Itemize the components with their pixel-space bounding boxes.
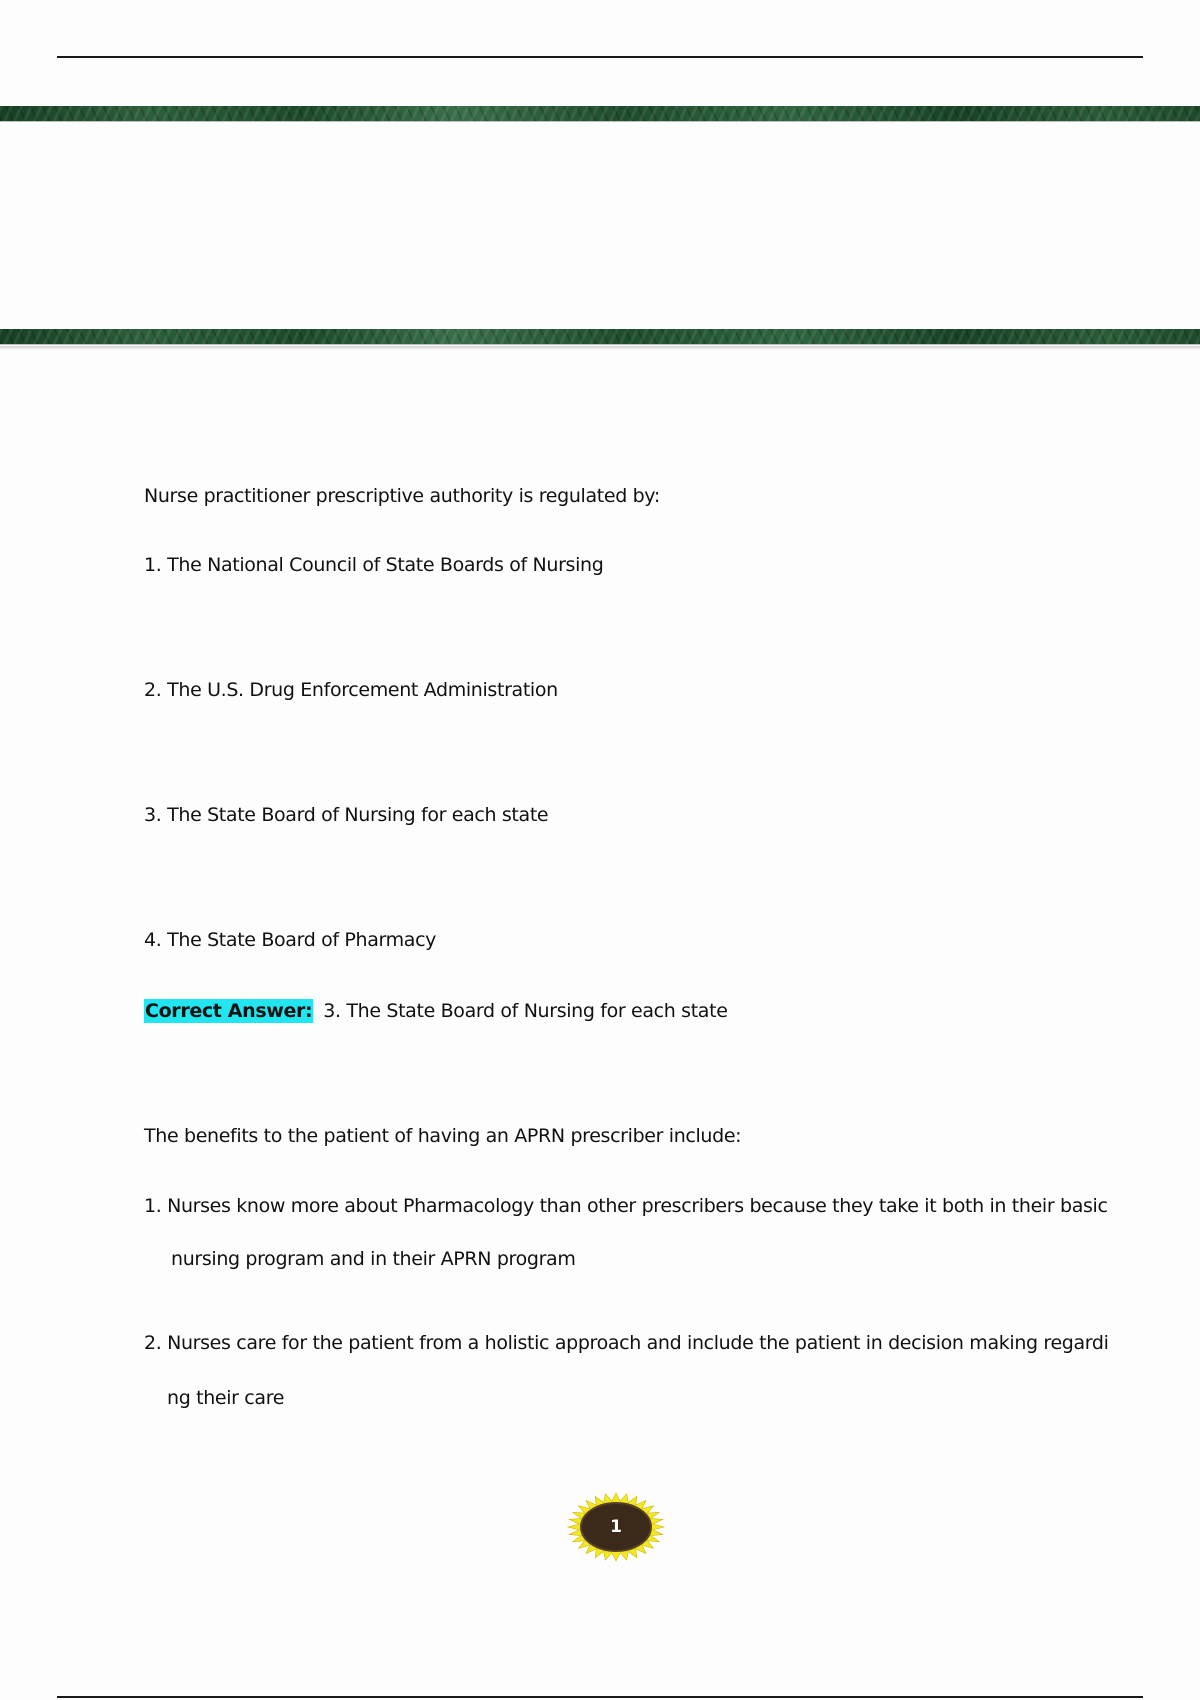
correct-answer-text: 3. The State Board of Nursing for each state xyxy=(323,1000,728,1022)
header-rule xyxy=(57,56,1143,58)
header-band-shadow xyxy=(0,346,1200,350)
question-1-option-1: 1. The National Council of State Boards of Nursing xyxy=(144,554,604,576)
question-1-prompt: Nurse practitioner prescriptive authority is regulated by: xyxy=(144,485,660,507)
correct-answer-label: Correct Answer: xyxy=(145,1000,313,1022)
page-number: 1 xyxy=(610,1517,622,1537)
question-2-option-2-line-2: ng their care xyxy=(167,1387,285,1409)
question-1-option-4: 4. The State Board of Pharmacy xyxy=(144,929,437,951)
question-2-prompt: The benefits to the patient of having an APRN prescriber include: xyxy=(144,1125,742,1147)
question-1-option-3: 3. The State Board of Nursing for each state xyxy=(144,804,549,826)
header-band-bottom xyxy=(0,329,1200,344)
question-2-option-1-line-1: 1. Nurses know more about Pharmacology than other prescribers because they take it both in their basic xyxy=(144,1195,1108,1217)
question-2-option-1-line-2: nursing program and in their APRN program xyxy=(171,1248,576,1270)
correct-answer-line xyxy=(144,999,728,1023)
page-number-seal xyxy=(566,1492,666,1562)
header-band-top xyxy=(0,106,1200,121)
question-1-option-2: 2. The U.S. Drug Enforcement Administration xyxy=(144,679,558,701)
footer-rule xyxy=(57,1696,1143,1698)
question-2-option-2-line-1: 2. Nurses care for the patient from a holistic approach and include the patient in decision making regardi xyxy=(144,1332,1109,1354)
